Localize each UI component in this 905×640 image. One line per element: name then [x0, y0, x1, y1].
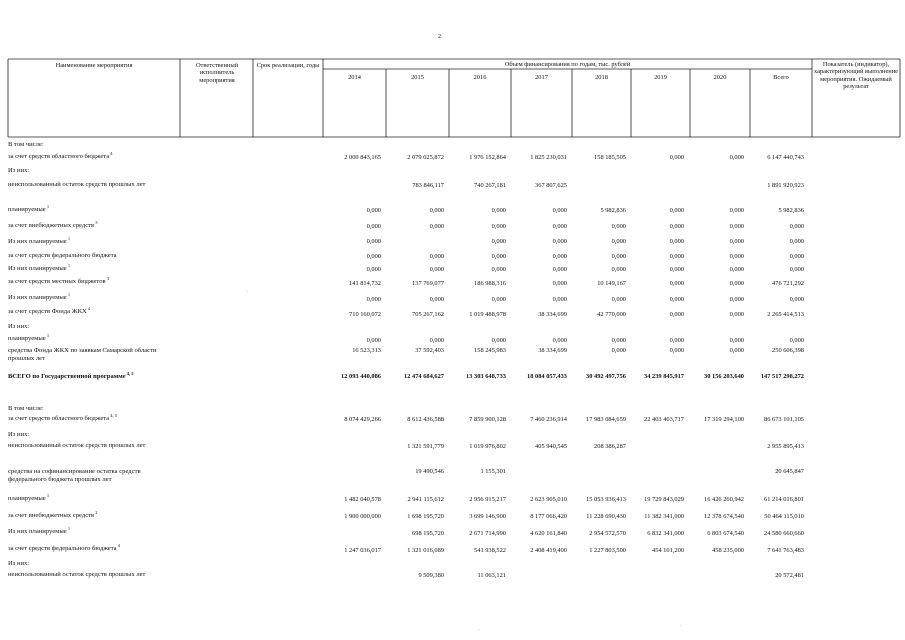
row-label-text: Из них планируемые	[8, 238, 67, 245]
cell-value: 1 976 152,864	[469, 154, 506, 161]
header-executor: Ответственный исполнитель мероприятия	[195, 62, 239, 84]
cell-value: 0,000	[729, 207, 744, 214]
cell-value: 705 267,162	[412, 311, 444, 318]
cell-value: 2 955 895,413	[767, 443, 804, 450]
row-label-text: Из них:	[8, 560, 30, 567]
row-label-text: средства на софинансирование остатка средств федерального бюджета прошлых лет	[8, 468, 141, 484]
row-label	[8, 405, 180, 413]
row-label	[8, 571, 180, 579]
cell-value: 6 147 440,743	[767, 154, 804, 161]
cell-value: 541 938,522	[474, 547, 506, 554]
cell-value: 158 185,505	[594, 154, 626, 161]
cell-value: 0,000	[789, 223, 804, 230]
footnote-mark: 4	[86, 305, 91, 311]
cell-value: 250 606,398	[772, 347, 804, 354]
cell-value: 6 803 674,540	[707, 530, 744, 537]
footnote-mark: 1	[66, 291, 71, 297]
cell-value: 0,000	[429, 223, 444, 230]
row-label-text: за счет средств федерального бюджета	[8, 545, 117, 552]
cell-value: 1 247 036,017	[344, 547, 381, 554]
cell-value: 0,000	[429, 207, 444, 214]
cell-value: 5 982,836	[778, 207, 804, 214]
cell-value: 20 645,847	[775, 468, 804, 475]
row-label	[8, 291, 180, 302]
row-label	[8, 542, 180, 553]
row-label	[8, 509, 180, 520]
cell-value: 1 227 803,500	[589, 547, 626, 554]
cell-value: 0,000	[729, 311, 744, 318]
cell-value: 141 814,732	[349, 280, 381, 287]
cell-value: 476 721,292	[772, 280, 804, 287]
cell-value: 0,000	[552, 266, 567, 273]
cell-value: 0,000	[789, 253, 804, 260]
row-label-text: Из них планируемые	[8, 265, 67, 272]
cell-value: 0,000	[491, 238, 506, 245]
cell-value: 24 580 660,660	[764, 530, 804, 537]
cell-value: 2 079 025,872	[407, 154, 444, 161]
cell-value: 1 900 000,000	[344, 513, 381, 520]
row-label-text: планируемые	[8, 206, 46, 213]
cell-value: 0,000	[669, 311, 684, 318]
row-label	[8, 181, 180, 189]
cell-value: 2 000 843,165	[344, 154, 381, 161]
cell-value: 2 956 915,217	[469, 496, 506, 503]
cell-value: 0,000	[669, 266, 684, 273]
row-label-text: неиспользованный остаток средств прошлых лет	[8, 181, 146, 188]
cell-value: 458 235,000	[712, 547, 744, 554]
cell-value: 16 523,313	[352, 347, 381, 354]
cell-value: 42 770,000	[597, 311, 626, 318]
cell-value: 0,000	[729, 253, 744, 260]
cell-value: 22 403 403,717	[644, 416, 684, 423]
cell-value: 1 825 230,031	[530, 154, 567, 161]
row-label-text: за счет внебюджетных средств	[8, 222, 95, 229]
cell-value: 0,000	[669, 223, 684, 230]
cell-value: 1 698 195,720	[407, 513, 444, 520]
cell-value: 0,000	[429, 296, 444, 303]
row-label	[8, 431, 180, 439]
footnote-mark: 4	[116, 542, 120, 548]
cell-value: 13 303 648,733	[466, 373, 506, 380]
cell-value: 2 265 414,513	[767, 311, 804, 318]
cell-value: 0,000	[552, 207, 567, 214]
cell-value: 11 382 341,000	[644, 513, 684, 520]
cell-value: 1 321 016,089	[407, 547, 444, 554]
cell-value: 698 195,720	[412, 530, 444, 537]
cell-value: 0,000	[552, 253, 567, 260]
header-year-2016: 2016	[473, 74, 487, 81]
cell-value: 30 156 203,640	[704, 373, 744, 380]
cell-value: 1 321 591,779	[407, 443, 444, 450]
cell-value: 0,000	[366, 296, 381, 303]
cell-value: 0,000	[789, 266, 804, 273]
cell-value: 0,000	[729, 280, 744, 287]
footnote-mark: 3	[105, 275, 109, 281]
row-label-text: ВСЕГО по Государственной программе	[8, 373, 126, 380]
cell-value: 9 509,380	[418, 572, 444, 579]
cell-value: 0,000	[789, 337, 804, 344]
cell-value: 0,000	[669, 280, 684, 287]
header-year-2020: 2020	[713, 74, 727, 81]
header-total: Всего	[773, 74, 789, 81]
cell-value: 7 641 763,483	[767, 547, 804, 554]
header-year-2015: 2015	[411, 74, 424, 81]
row-label	[8, 370, 180, 381]
row-label	[8, 332, 180, 343]
footnote-mark: 3	[94, 219, 98, 225]
row-label	[8, 252, 180, 260]
cell-value: 50 464 115,010	[764, 513, 804, 520]
cell-value: 11 228 690,430	[586, 513, 626, 520]
row-label-text: Из них планируемые	[8, 528, 67, 535]
header-year-2017: 2017	[535, 74, 548, 81]
cell-value: 0,000	[552, 296, 567, 303]
row-label-text: планируемые	[8, 335, 46, 342]
cell-value: 0,000	[491, 337, 506, 344]
cell-value: 8 074 429,266	[344, 416, 381, 423]
cell-value: 0,000	[729, 296, 744, 303]
cell-value: 8 612 436,588	[407, 416, 444, 423]
cell-value: 0,000	[669, 337, 684, 344]
row-label	[8, 305, 180, 316]
cell-value: 0,000	[552, 223, 567, 230]
cell-value: 2 941 115,612	[407, 496, 444, 503]
cell-value: 0,000	[669, 238, 684, 245]
cell-value: 2 671 714,990	[469, 530, 506, 537]
row-label-text: Из них:	[8, 431, 30, 438]
row-label-text: планируемые	[8, 495, 46, 502]
row-label	[8, 275, 180, 286]
cell-value: 0,000	[669, 296, 684, 303]
footnote-mark: 4, 5	[125, 370, 134, 376]
cell-value: 0,000	[611, 223, 626, 230]
cell-value: 0,000	[611, 266, 626, 273]
cell-value: 38 334,699	[538, 347, 567, 354]
cell-value: 0,000	[366, 253, 381, 260]
footnote-mark: 1	[45, 492, 50, 498]
header-year-2014: 2014	[348, 74, 361, 81]
cell-value: 0,000	[429, 337, 444, 344]
row-label	[8, 262, 180, 273]
cell-value: 0,000	[729, 154, 744, 161]
scan-speck: ·	[247, 290, 249, 295]
footnote-mark: 1	[66, 525, 71, 531]
cell-value: 405 940,545	[535, 443, 567, 450]
row-label	[8, 560, 180, 568]
cell-value: 11 063,121	[477, 572, 506, 579]
cell-value: 3 699 146,900	[469, 513, 506, 520]
row-label	[8, 323, 180, 331]
cell-value: 0,000	[729, 266, 744, 273]
footnote-mark: 4, 5	[109, 412, 118, 418]
cell-value: 186 988,316	[474, 280, 506, 287]
cell-value: 0,000	[366, 266, 381, 273]
cell-value: 0,000	[552, 337, 567, 344]
cell-value: 2 623 905,010	[530, 496, 567, 503]
cell-value: 0,000	[429, 266, 444, 273]
cell-value: 0,000	[611, 337, 626, 344]
row-label-text: Из них:	[8, 323, 30, 330]
cell-value: 38 334,699	[538, 311, 567, 318]
cell-value: 0,000	[729, 223, 744, 230]
header-year-2019: 2019	[654, 74, 667, 81]
row-label	[8, 525, 180, 536]
cell-value: 19 729 843,029	[644, 496, 684, 503]
cell-value: 0,000	[552, 238, 567, 245]
cell-value: 0,000	[669, 253, 684, 260]
cell-value: 0,000	[611, 253, 626, 260]
row-label-text: за счет средств местных бюджетов	[8, 278, 106, 285]
row-label	[8, 347, 180, 363]
footnote-mark: 2	[94, 509, 98, 515]
cell-value: 0,000	[491, 223, 506, 230]
cell-value: 17 319 294,100	[704, 416, 744, 423]
row-label-text: неиспользованный остаток средств прошлых лет	[8, 442, 146, 449]
cell-value: 0,000	[611, 347, 626, 354]
header-period: Срок реализации, годы	[256, 62, 320, 69]
cell-value: 367 807,625	[535, 182, 567, 189]
row-label-text: за счет внебюджетных средств	[8, 512, 95, 519]
cell-value: 61 214 016,801	[764, 496, 804, 503]
row-label-text: за счет средств областного бюджета	[8, 153, 110, 160]
cell-value: 1 019 488,978	[469, 311, 506, 318]
cell-value: 0,000	[611, 296, 626, 303]
cell-value: 1 891 920,923	[767, 182, 804, 189]
cell-value: 0,000	[729, 337, 744, 344]
cell-value: 0,000	[491, 296, 506, 303]
row-label	[8, 219, 180, 230]
cell-value: 0,000	[366, 337, 381, 344]
cell-value: 0,000	[552, 280, 567, 287]
row-label-text: В том числе:	[8, 405, 44, 412]
row-label	[8, 150, 180, 161]
footnote-mark: 1	[45, 203, 50, 209]
cell-value: 0,000	[669, 154, 684, 161]
cell-value: 454 101,200	[652, 547, 684, 554]
header-year-2018: 2018	[595, 74, 608, 81]
row-label-text: средства Фонда ЖКХ по заявкам Самарской области прошлых лет	[8, 347, 157, 363]
row-label-text: неиспользованный остаток средств прошлых лет	[8, 571, 146, 578]
cell-value: 12 093 440,086	[341, 373, 381, 380]
header-name: Наименование мероприятия	[55, 62, 133, 69]
row-label-text: за счет средств областного бюджета	[8, 415, 110, 422]
cell-value: 0,000	[366, 223, 381, 230]
cell-value: 0,000	[611, 238, 626, 245]
row-label	[8, 412, 180, 423]
cell-value: 7 460 236,914	[530, 416, 567, 423]
cell-value: 0,000	[491, 266, 506, 273]
cell-value: 0,000	[789, 238, 804, 245]
cell-value: 20 572,481	[775, 572, 804, 579]
cell-value: 17 983 084,659	[586, 416, 626, 423]
cell-value: 30 492 497,756	[586, 373, 626, 380]
row-label	[8, 235, 180, 246]
cell-value: 86 673 101,105	[764, 416, 804, 423]
cell-value: 34 239 845,917	[644, 373, 684, 380]
cell-value: 1 019 976,802	[469, 443, 506, 450]
cell-value: 208 386,287	[594, 443, 626, 450]
cell-value: 18 084 057,433	[527, 373, 567, 380]
cell-value: 5 982,836	[600, 207, 626, 214]
row-label-text: за счет средств Фонда ЖКХ	[8, 308, 87, 315]
cell-value: 0,000	[429, 253, 444, 260]
cell-value: 7 859 900,128	[469, 416, 506, 423]
footnote-mark: 1	[66, 262, 71, 268]
row-label-text: Из них планируемые	[8, 294, 67, 301]
cell-value: 137 769,077	[412, 280, 444, 287]
row-label-text: Из них:	[8, 167, 30, 174]
cell-value: 16 426 260,942	[704, 496, 744, 503]
page-number: 2	[438, 34, 441, 40]
header-financing: Объем финансирования по годам, тыс. рублей	[504, 61, 631, 68]
row-label	[8, 492, 180, 503]
cell-value: 37 592,403	[415, 347, 444, 354]
cell-value: 2 408 419,400	[530, 547, 567, 554]
cell-value: 0,000	[729, 238, 744, 245]
cell-value: 740 267,181	[474, 182, 506, 189]
cell-value: 158 245,983	[474, 347, 506, 354]
row-label	[8, 442, 180, 450]
cell-value: 6 832 341,000	[647, 530, 684, 537]
cell-value: 1 482 040,578	[344, 496, 381, 503]
cell-value: 0,000	[669, 207, 684, 214]
cell-value: 783 846,117	[412, 182, 444, 189]
header-indicator: Показатель (индикатор), характеризующий выполнение мероприятия. Ожидаемый результат	[814, 61, 898, 91]
row-label	[8, 203, 180, 214]
cell-value: 1 155,301	[480, 468, 506, 475]
scan-speck: ·	[680, 624, 682, 629]
cell-value: 0,000	[669, 347, 684, 354]
cell-value: 0,000	[729, 347, 744, 354]
row-label-text: В том числе:	[8, 141, 44, 148]
row-label-text: за счет средств федерального бюджета	[8, 252, 117, 259]
cell-value: 10 149,167	[597, 280, 626, 287]
cell-value: 2 954 572,570	[589, 530, 626, 537]
footnote-mark: 1	[45, 332, 50, 338]
cell-value: 0,000	[789, 296, 804, 303]
cell-value: 12 474 684,627	[404, 373, 444, 380]
cell-value: 0,000	[491, 253, 506, 260]
footnote-mark: 1	[66, 235, 71, 241]
cell-value: 0,000	[491, 207, 506, 214]
row-label	[8, 468, 180, 484]
cell-value: 0,000	[366, 207, 381, 214]
row-label	[8, 167, 180, 175]
footnote-mark: 4	[109, 150, 113, 156]
cell-value: 15 053 936,413	[586, 496, 626, 503]
scan-speck: ·	[478, 628, 480, 633]
cell-value: 8 177 066,420	[530, 513, 567, 520]
cell-value: 147 517 298,272	[760, 373, 804, 380]
cell-value: 0,000	[366, 238, 381, 245]
cell-value: 19 490,546	[415, 468, 444, 475]
row-label	[8, 141, 180, 149]
cell-value: 12 378 674,540	[704, 513, 744, 520]
cell-value: 710 160,072	[349, 311, 381, 318]
cell-value: 4 620 161,840	[530, 530, 567, 537]
